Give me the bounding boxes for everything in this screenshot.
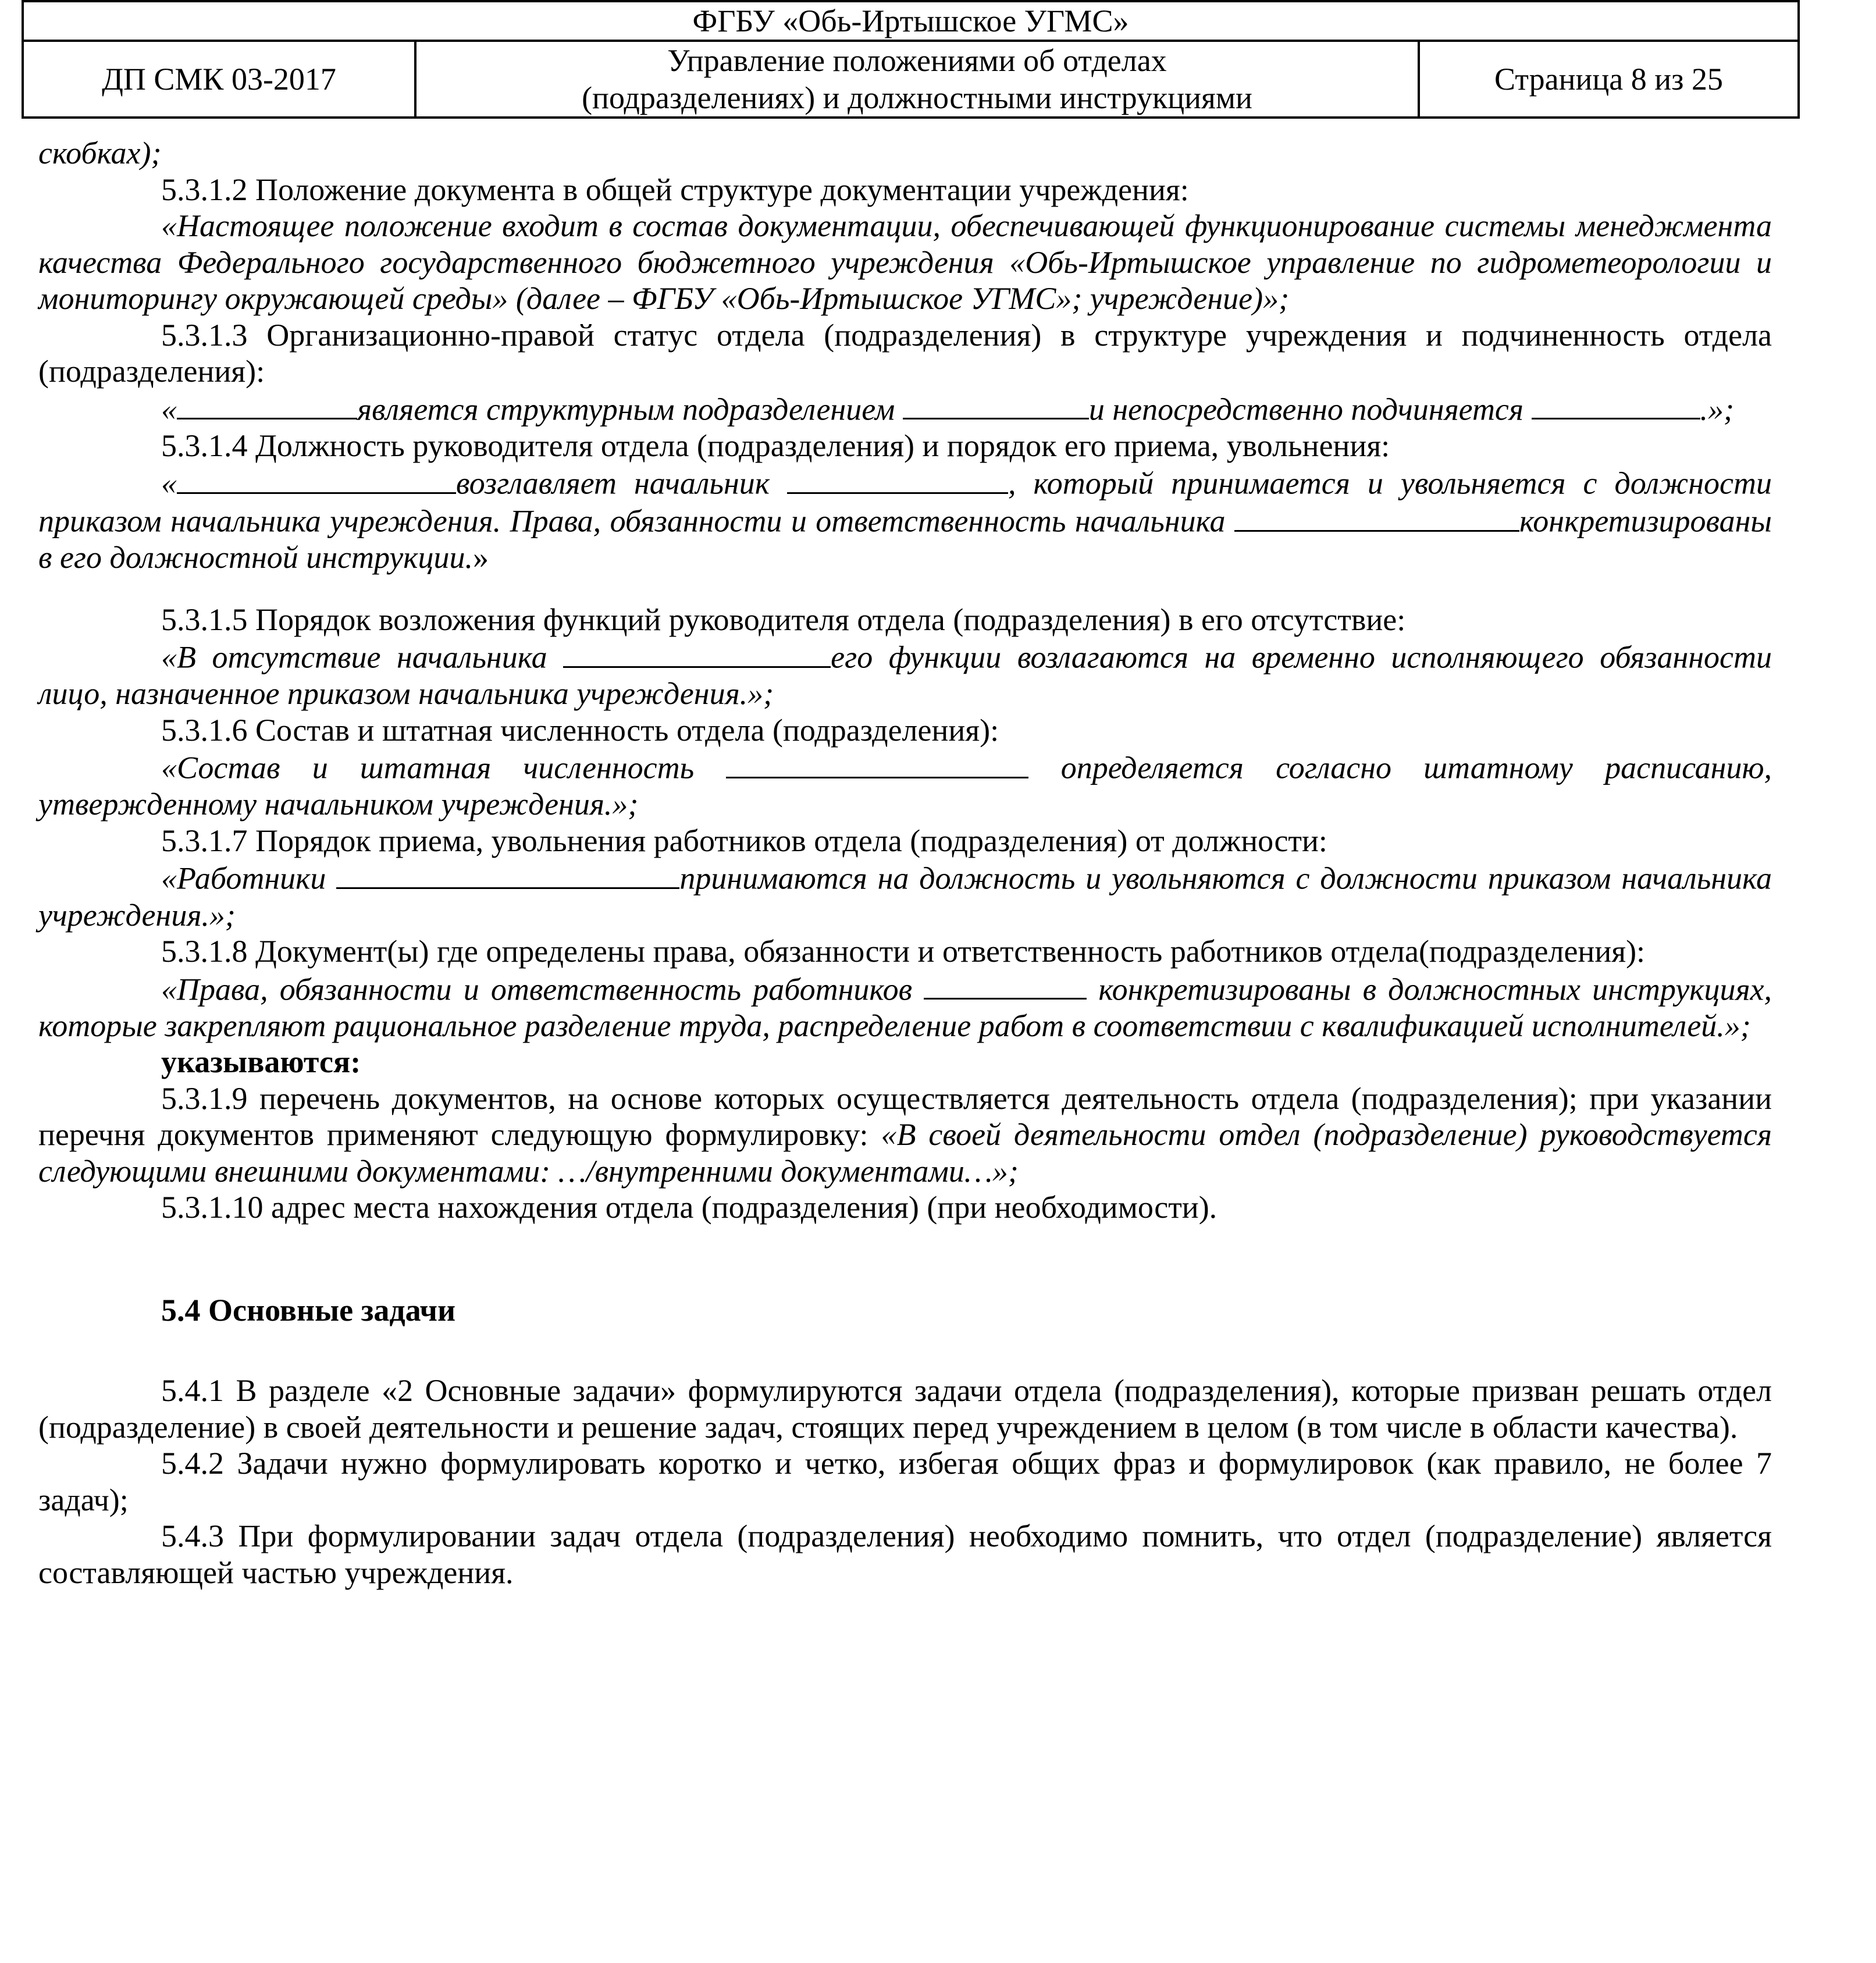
clause-5-3-1-6-text xyxy=(38,748,1772,823)
clause-5-3-1-5-text xyxy=(38,638,1772,712)
text-fragment: является структурным подразделением xyxy=(357,392,895,427)
blank-line xyxy=(924,970,1087,1000)
section-label-indicated: указываются: xyxy=(161,1044,361,1080)
blank-line xyxy=(903,390,1089,420)
clause-5-3-1-2: 5.3.1.2 Положение документа в общей структуре документации учреждения: xyxy=(161,172,1189,207)
text-fragment: 5.3.1.9 перечень документов, на основе которых осуществляется деятельность отдела (подразделения); при указании перечня документов применяют следующую формулировку: xyxy=(38,1080,1772,1153)
clause-5-3-1-3: 5.3.1.3 Организационно-правой статус отдела (подразделения) в структуре учреждения и подчиненность отдела (подразделения): xyxy=(38,317,1772,389)
clause-5-3-1-6: 5.3.1.6 Состав и штатная численность отдела (подразделения): xyxy=(161,712,999,748)
document-header-table xyxy=(22,0,1800,119)
text-fragment: « xyxy=(161,465,177,501)
blank-line xyxy=(726,748,1028,778)
text-fragment: конкретизированы в должностных инструкциях, которые закрепляют рациональное разделение труда, распределение работ в соответствии с квалификацией исполнителей.»; xyxy=(38,972,1772,1043)
text-fragment: » xyxy=(473,540,489,575)
clause-5-3-1-4: 5.3.1.4 Должность руководителя отдела (подразделения) и порядок его приема, увольнения: xyxy=(161,428,1390,463)
clause-5-3-1-8-text xyxy=(38,970,1772,1044)
clause-5-3-1-10: 5.3.1.10 адрес места нахождения отдела (подразделения) (при необходимости). xyxy=(161,1190,1218,1225)
text-fragment: «В своей деятельности отдел (подразделение) руководствуется следующими внешними документами: …/внутренними документами…»; xyxy=(38,1117,1772,1189)
text-fragment: и непосредственно подчиняется xyxy=(1088,392,1524,427)
document-body xyxy=(38,135,1772,1591)
clause-5-4-1: 5.4.1 В разделе «2 Основные задачи» формулируются задачи отдела (подразделения), которые призван решать отдел (подразделение) в своей деятельности и решение задач, стоящих перед учреждением в целом (в том числе в области качества). xyxy=(38,1373,1772,1445)
text-fragment: «В отсутствие начальника xyxy=(161,639,547,675)
text-fragment: «Права, обязанности и ответственность работников xyxy=(161,972,913,1007)
clause-5-3-1-2-text: «Настоящее положение входит в состав документации, обеспечивающей функционирование системы менеджмента качества Федерального государственного бюджетного учреждения «Обь-Иртышское управление по гидрометеорологии и мониторингу окружающей среды» (далее – ФГБУ «Обь-Иртышское УГМС»; учреждение)»; xyxy=(38,208,1772,316)
text-fragment: принимаются на должность и увольняются с должности приказом начальника учреждения.»; xyxy=(38,861,1772,933)
text-fragment: .»; xyxy=(1700,392,1734,427)
blank-line xyxy=(787,464,1008,494)
blank-line xyxy=(563,638,831,668)
clause-5-3-1-3-text xyxy=(38,390,1772,428)
header-doc-title-line2: (подразделениях) и должностными инструкциями xyxy=(582,80,1252,115)
clause-5-3-1-7-text xyxy=(38,859,1772,933)
text-fragment: «Состав и штатная численность xyxy=(161,750,695,785)
header-organization: ФГБУ «Обь-Иртышское УГМС» xyxy=(23,1,1799,41)
paragraph: скобках); xyxy=(38,136,162,170)
header-doc-code: ДП СМК 03-2017 xyxy=(23,41,415,118)
header-page-info: Страница 8 из 25 xyxy=(1419,41,1799,118)
text-fragment: конкретизированы в его должностной инструкции. xyxy=(38,503,1772,575)
blank-line xyxy=(1234,502,1519,532)
text-fragment: определяется согласно штатному расписанию, утвержденному начальником учреждения.»; xyxy=(38,750,1772,822)
clause-5-4-2: 5.4.2 Задачи нужно формулировать коротко и четко, избегая общих фраз и формулировок (как правило, не более 7 задач); xyxy=(38,1446,1772,1517)
clause-5-3-1-5: 5.3.1.5 Порядок возложения функций руководителя отдела (подразделения) в его отсутствие: xyxy=(161,602,1406,637)
clause-5-4-3: 5.4.3 При формулировании задач отдела (подразделения) необходимо помнить, что отдел (подразделение) является составляющей частью учреждения. xyxy=(38,1519,1772,1590)
clause-5-3-1-4-text xyxy=(38,464,1772,576)
clause-5-3-1-8: 5.3.1.8 Документ(ы) где определены права, обязанности и ответственность работников отдела(подразделения): xyxy=(161,934,1646,969)
text-fragment: его функции возлагаются на временно исполняющего обязанности лицо, назначенное приказом начальника учреждения.»; xyxy=(38,639,1772,712)
blank-line xyxy=(177,464,456,494)
section-heading-5-4: 5.4 Основные задачи xyxy=(161,1292,456,1328)
text-fragment: , который принимается и увольняется с должности приказом начальника учреждения. Права, обязанности и ответственность начальника xyxy=(38,465,1772,539)
blank-line xyxy=(1532,390,1700,420)
blank-line xyxy=(177,390,357,420)
clause-5-3-1-9 xyxy=(38,1080,1772,1190)
clause-5-3-1-7: 5.3.1.7 Порядок приема, увольнения работников отдела (подразделения) от должности: xyxy=(161,823,1327,858)
header-doc-title-line1: Управление положениями об отделах xyxy=(667,43,1167,78)
blank-line xyxy=(336,859,679,889)
text-fragment: « xyxy=(161,392,177,427)
text-fragment: «Работники xyxy=(161,861,326,897)
header-doc-title xyxy=(415,41,1419,118)
text-fragment: возглавляет начальник xyxy=(456,465,770,501)
